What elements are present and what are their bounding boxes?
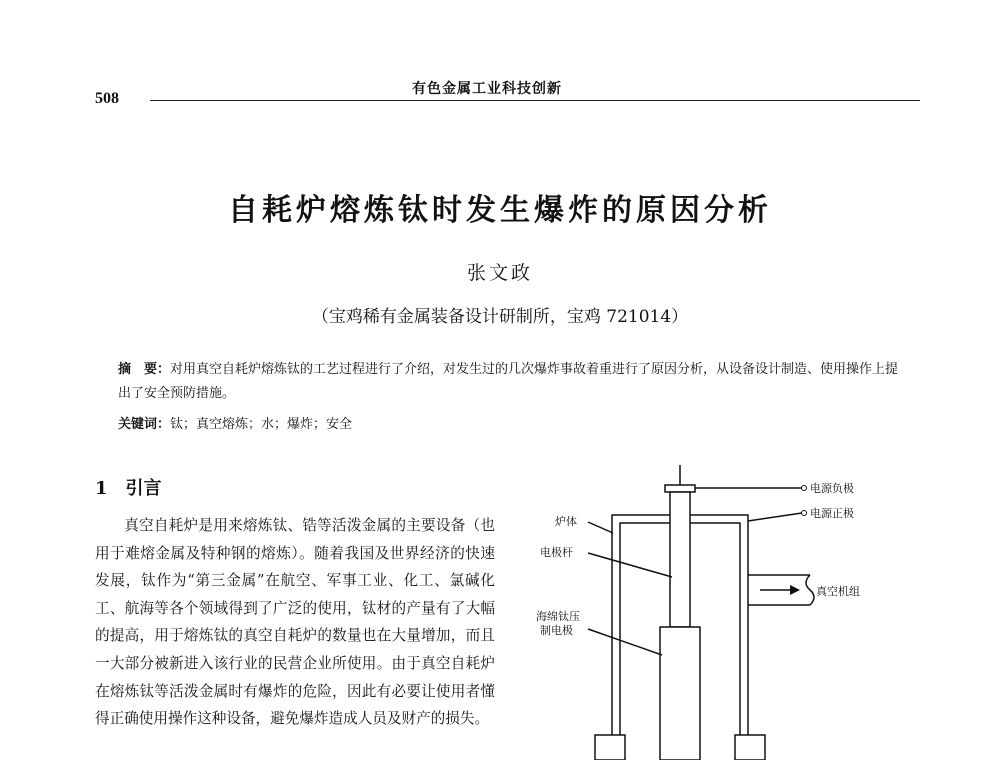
vacuum-pipe-break [806,575,814,605]
leader-furnace-body [588,522,613,533]
header-rule [150,100,920,101]
label-sponge-electrode-2: 制电极 [540,624,573,637]
label-power-negative: 电源负极 [810,482,854,495]
label-electrode-rod: 电极杆 [540,546,573,559]
abstract [118,358,900,406]
furnace-diagram-svg [520,455,900,760]
body-text [95,512,495,733]
journal-title: 有色金属工业科技创新 [412,81,562,97]
label-furnace-body: 炉体 [555,515,577,528]
leader-sponge-electrode [588,629,662,655]
terminal-negative [802,486,807,491]
paper-title: 自耗炉熔炼钛时发生爆炸的原因分析 [228,193,772,228]
abstract-text: 对用真空自耗炉熔炼钛的工艺过程进行了介绍，对发生过的几次爆炸事故着重进行了原因分析，从设备设计制造、使用操作上提出了安全预防措施。 [118,362,899,401]
affiliation: （宝鸡稀有金属装备设计研制所，宝鸡 721014） [311,307,689,327]
bottom-flange-right [735,735,765,760]
label-sponge-electrode-1: 海绵钛压 [536,610,580,623]
furnace-diagram [520,455,900,764]
author: 张文政 [466,262,533,284]
sponge-electrode-shape [660,627,700,760]
leader-power-positive [748,513,802,521]
keywords-label: 关键词： [118,417,171,432]
vacuum-arrow-head [790,585,800,595]
section-heading: 1 引言 [95,478,162,499]
rod-cap [665,485,695,492]
bottom-flange-left [595,735,625,760]
electrode-rod-shape [670,492,690,627]
label-power-positive: 电源正极 [810,507,854,520]
leader-electrode-rod [588,553,672,577]
keywords [118,413,352,432]
keywords-text: 钛；真空熔炼；水；爆炸；安全 [170,417,353,432]
terminal-positive [802,511,807,516]
intro-paragraph: 真空自耗炉是用来熔炼钛、锆等活泼金属的主要设备（也用于难熔金属及特种钢的熔炼）。随着我国及世界经济的快速发展，钛作为“第三金属”在航空、军事工业、化工、氯碱化工、航海等各个领域得到了广泛的使用，钛材的产量有了大幅的提高，用于熔炼钛的真空自耗炉的数量也在大量增加，而且一大部分被新进入该行业的民营企业所使用。由于真空自耗炉在熔炼钛等活泼金属时有爆炸的危险，因此有必要让使用者懂得正确使用操作这种设备，避免爆炸造成人员及财产的损失。 [95,517,495,728]
abstract-label: 摘 要： [118,362,171,377]
label-vacuum-unit: 真空机组 [816,585,860,598]
page-number: 508 [95,90,119,107]
